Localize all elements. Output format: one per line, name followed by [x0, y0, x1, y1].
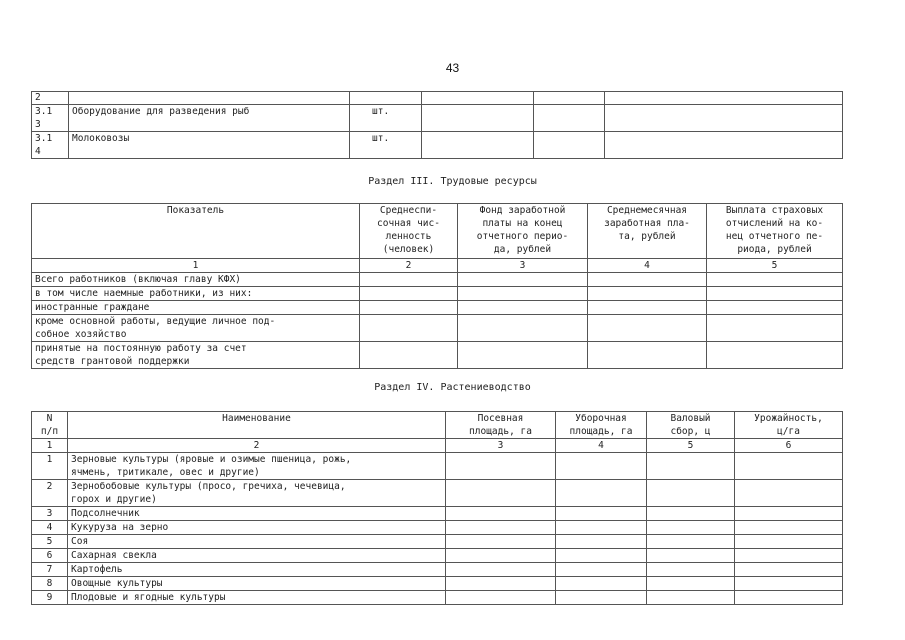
cell-empty: [707, 315, 843, 342]
cell-empty: [458, 315, 588, 342]
row-number: 9: [32, 591, 68, 605]
section3-title: Раздел III. Трудовые ресурсы: [368, 176, 537, 187]
cell-empty: [556, 549, 647, 563]
table-row: [32, 132, 843, 159]
cell-empty: [446, 480, 556, 507]
table-row: [32, 315, 843, 342]
cell-empty: [458, 342, 588, 369]
cell-empty: [360, 287, 458, 301]
cell-empty: [458, 273, 588, 287]
cell-empty: [556, 453, 647, 480]
row-label: принятые на постоянную работу за счет средств грантовой поддержки: [32, 342, 360, 369]
row-number: 4: [32, 521, 68, 535]
cell-empty: [446, 507, 556, 521]
cell-empty: [446, 563, 556, 577]
header-insurance: Выплата страховых отчислений на ко- нец отчетного пе- риода, рублей: [707, 204, 843, 259]
row-number: 3.1 3: [32, 105, 69, 132]
cell-empty: [422, 105, 534, 132]
cell-empty: [556, 521, 647, 535]
row-name: Зернобобовые культуры (просо, гречиха, чечевица, горох и другие): [68, 480, 446, 507]
row-number: 2: [32, 480, 68, 507]
cell-empty: [707, 287, 843, 301]
row-number: 3.1 4: [32, 132, 69, 159]
table-row: [32, 301, 843, 315]
header-row: [32, 412, 843, 439]
cell-empty: [588, 301, 707, 315]
cell-empty: [588, 315, 707, 342]
header-name: Наименование: [68, 412, 446, 439]
header-indicator: Показатель: [32, 204, 360, 259]
col-number: 3: [458, 259, 588, 273]
cell-empty: [458, 301, 588, 315]
cell-empty: [647, 577, 735, 591]
row-number: 6: [32, 549, 68, 563]
cell-empty: [556, 480, 647, 507]
table-row: [32, 105, 843, 132]
row-label: кроме основной работы, ведущие личное под- собное хозяйство: [32, 315, 360, 342]
row-name: [69, 92, 350, 105]
crop-production-table: [31, 411, 843, 605]
row-label: Всего работников (включая главу КФХ): [32, 273, 360, 287]
row-name: Подсолнечник: [68, 507, 446, 521]
header-number: N п/п: [32, 412, 68, 439]
table-row: [32, 507, 843, 521]
header-sown-area: Посевная площадь, га: [446, 412, 556, 439]
cell-empty: [360, 273, 458, 287]
table-row: [32, 342, 843, 369]
table-row: [32, 591, 843, 605]
cell-empty: [707, 342, 843, 369]
row-number: 7: [32, 563, 68, 577]
cell-empty: [422, 92, 534, 105]
cell-empty: [446, 577, 556, 591]
cell-empty: [647, 480, 735, 507]
row-name: Зерновые культуры (яровые и озимые пшеница, рожь, ячмень, тритикале, овес и другие): [68, 453, 446, 480]
col-number: 2: [360, 259, 458, 273]
header-headcount: Среднеспи- сочная чис- ленность (человек): [360, 204, 458, 259]
cell-empty: [588, 287, 707, 301]
cell-empty: [534, 92, 605, 105]
col-number: 6: [735, 439, 843, 453]
table-row: [32, 273, 843, 287]
cell-empty: [458, 287, 588, 301]
row-unit: шт.: [350, 105, 422, 132]
row-name: Молоковозы: [69, 132, 350, 159]
col-number: 3: [446, 439, 556, 453]
cell-empty: [735, 521, 843, 535]
cell-empty: [647, 549, 735, 563]
labor-resources-table: [31, 203, 843, 369]
page-number: 43: [445, 61, 460, 75]
cell-empty: [360, 342, 458, 369]
cell-empty: [707, 273, 843, 287]
table-row: [32, 563, 843, 577]
table-row: [32, 92, 843, 105]
header-harvested-area: Уборочная площадь, га: [556, 412, 647, 439]
cell-empty: [588, 342, 707, 369]
cell-empty: [647, 453, 735, 480]
row-name: Кукуруза на зерно: [68, 521, 446, 535]
row-name: Оборудование для разведения рыб: [69, 105, 350, 132]
header-avg-wage: Среднемесячная заработная пла- та, рублей: [588, 204, 707, 259]
col-number: 4: [556, 439, 647, 453]
cell-empty: [446, 549, 556, 563]
row-name: Плодовые и ягодные культуры: [68, 591, 446, 605]
equipment-table: [31, 91, 843, 159]
table-row: [32, 453, 843, 480]
cell-empty: [446, 521, 556, 535]
cell-empty: [446, 591, 556, 605]
cell-empty: [647, 521, 735, 535]
cell-empty: [556, 591, 647, 605]
cell-empty: [647, 563, 735, 577]
row-unit: шт.: [350, 132, 422, 159]
cell-empty: [605, 105, 843, 132]
cell-empty: [605, 92, 843, 105]
row-number: 8: [32, 577, 68, 591]
cell-empty: [556, 577, 647, 591]
header-productivity: Урожайность, ц/га: [735, 412, 843, 439]
cell-empty: [534, 105, 605, 132]
row-name: Соя: [68, 535, 446, 549]
cell-empty: [360, 301, 458, 315]
cell-empty: [556, 563, 647, 577]
column-numbers-row: [32, 259, 843, 273]
row-number: 5: [32, 535, 68, 549]
col-number: 5: [647, 439, 735, 453]
row-label: в том числе наемные работники, из них:: [32, 287, 360, 301]
row-name: Овощные культуры: [68, 577, 446, 591]
column-numbers-row: [32, 439, 843, 453]
table-row: [32, 521, 843, 535]
col-number: 2: [68, 439, 446, 453]
row-number: 1: [32, 453, 68, 480]
cell-empty: [647, 535, 735, 549]
col-number: 5: [707, 259, 843, 273]
row-name: Сахарная свекла: [68, 549, 446, 563]
cell-empty: [446, 535, 556, 549]
cell-empty: [647, 591, 735, 605]
cell-empty: [735, 563, 843, 577]
table-row: [32, 577, 843, 591]
cell-empty: [735, 453, 843, 480]
cell-empty: [647, 507, 735, 521]
cell-empty: [588, 273, 707, 287]
table-row: [32, 535, 843, 549]
cell-empty: [446, 453, 556, 480]
cell-empty: [707, 301, 843, 315]
header-wage-fund: Фонд заработной платы на конец отчетного перио- да, рублей: [458, 204, 588, 259]
col-number: 4: [588, 259, 707, 273]
row-unit: [350, 92, 422, 105]
col-number: 1: [32, 259, 360, 273]
row-name: Картофель: [68, 563, 446, 577]
header-row: [32, 204, 843, 259]
cell-empty: [735, 507, 843, 521]
cell-empty: [556, 507, 647, 521]
cell-empty: [556, 535, 647, 549]
table-row: [32, 549, 843, 563]
cell-empty: [735, 535, 843, 549]
table-row: [32, 480, 843, 507]
cell-empty: [605, 132, 843, 159]
row-label: иностранные граждане: [32, 301, 360, 315]
row-number: 3: [32, 507, 68, 521]
cell-empty: [735, 591, 843, 605]
cell-empty: [422, 132, 534, 159]
cell-empty: [735, 577, 843, 591]
col-number: 1: [32, 439, 68, 453]
section4-title: Раздел IV. Растениеводство: [374, 382, 531, 393]
cell-empty: [534, 132, 605, 159]
header-gross-yield: Валовый сбор, ц: [647, 412, 735, 439]
cell-empty: [360, 315, 458, 342]
cell-empty: [735, 480, 843, 507]
cell-empty: [735, 549, 843, 563]
table-row: [32, 287, 843, 301]
row-number: 2: [32, 92, 69, 105]
